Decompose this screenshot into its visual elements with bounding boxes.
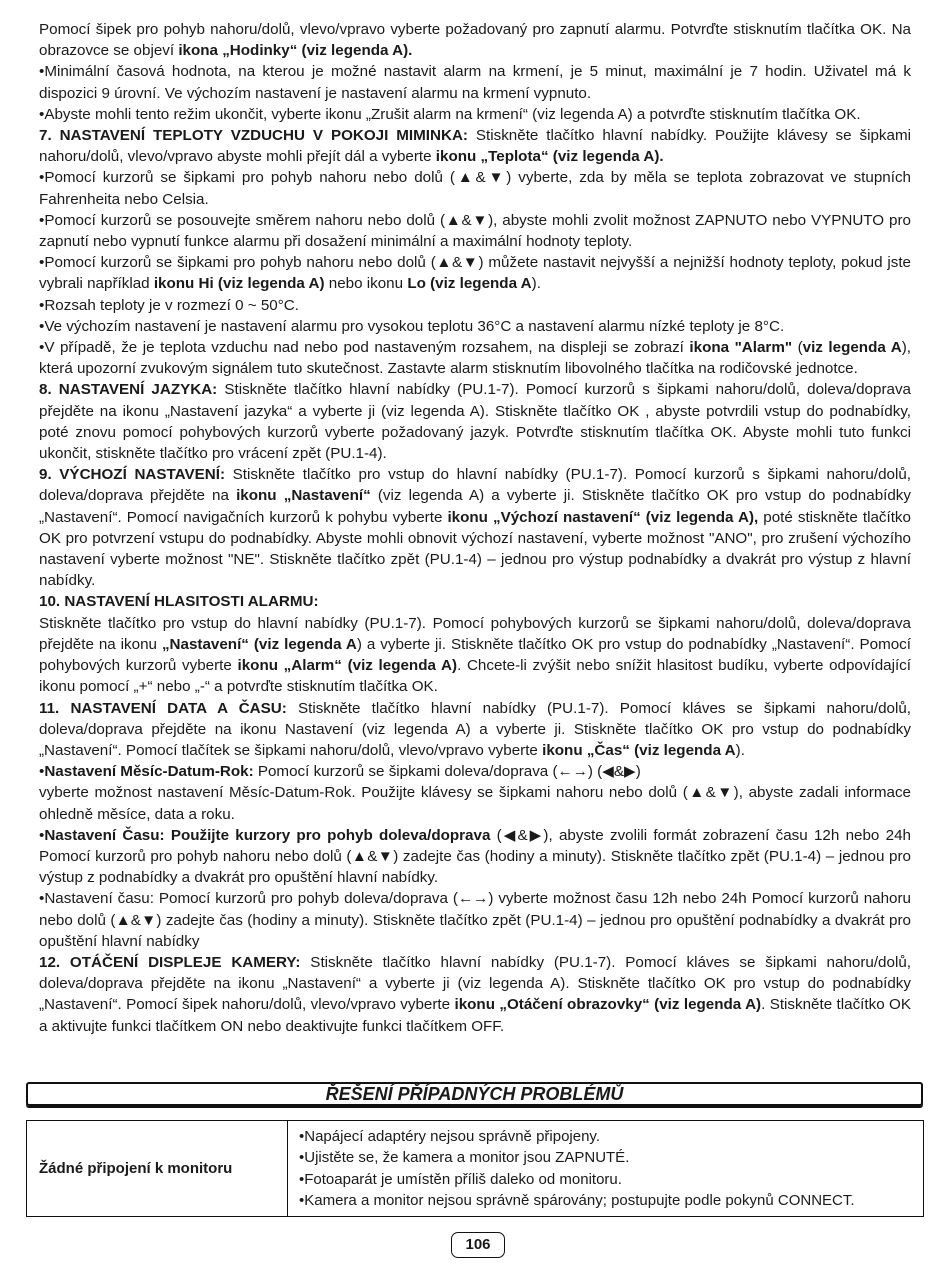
paragraph xyxy=(39,252,911,294)
bold-text: Lo (viz legenda A xyxy=(407,275,532,293)
bold-text: ikona "Alarm" xyxy=(689,339,793,357)
solution-item: •Fotoaparát je umístěn příliš daleko od monitoru. xyxy=(299,1170,622,1188)
text-run: Pomocí šipek pro pohyb nahoru/dolů, vlevo/vpravo vyberte požadovaný pro zapnutí alarmu. Potvrďte stisknutím tlačítka OK. Na obrazovce se objeví xyxy=(39,21,911,60)
text-run: •Abyste mohli tento režim ukončit, vyberte ikonu „Zrušit alarm na krmení“ (viz legenda A) a potvrďte stisknutím tlačítka OK. xyxy=(39,105,861,123)
text-run: •Pomocí kurzorů se šipkami pro pohyb nahoru nebo dolů (▲&▼) vyberte, zda by měla se teplota zobrazovat ve stupních Fahrenheita nebo Celsia. xyxy=(39,169,911,208)
text-run: •Minimální časová hodnota, na kterou je možné nastavit alarm na krmení, je 5 minut, maximální je 7 hodin. Uživatel má k dispozici 9 úrovní. Ve výchozím nastavení je nastavení alarmu na krmení vypnuto. xyxy=(39,63,911,102)
bold-text: 8. NASTAVENÍ JAZYKA: xyxy=(39,381,218,399)
text-run: • xyxy=(39,826,45,844)
text-run: •V případě, že je teplota vzduchu nad nebo pod nastaveným rozsahem, na displeji se zobrazí xyxy=(39,339,690,357)
paragraph xyxy=(39,825,911,889)
paragraph xyxy=(39,379,911,464)
text-run: vyberte možnost nastavení Měsíc-Datum-Rok. Použijte klávesy se šipkami nahoru nebo dolů (▲&▼), abyste zadali informace ohledně měsíce, data a roku. xyxy=(39,784,911,823)
text-run: Stiskněte tlačítko hlavní nabídky (PU.1-7). Pomocí kláves se šipkami nahoru/dolů, doleva/doprava přejděte na ikonu „Nastavení“ a vyberte ji (viz legenda A). Stiskněte tlačítko OK pro vstup do podnabídky „Nastavení“. Pomocí šipek nahoru/dolů, vlevo/vpravo vyberte xyxy=(39,953,911,1014)
text-run: •Pomocí kurzorů se šipkami pro pohyb nahoru nebo dolů (▲&▼) můžete nastavit nejvyšší a nejnižší hodnoty teploty, pokud jste vybrali například xyxy=(39,254,911,293)
paragraph xyxy=(39,782,911,824)
paragraph xyxy=(39,952,911,1037)
paragraph xyxy=(39,19,911,61)
bold-text: ikonu „Otáčení obrazovky“ (viz legenda A) xyxy=(454,996,762,1014)
paragraph xyxy=(39,125,911,167)
text-run: •Rozsah teploty je v rozmezí 0 ~ 50°C. xyxy=(39,296,299,314)
text-run: Stiskněte tlačítko pro vstup do hlavní nabídky (PU.1-7). Pomocí pohybových kurzorů se šipkami nahoru/dolů, doleva/doprava přejděte na ikonu xyxy=(39,614,911,653)
text-run: (viz legenda A) a vyberte ji. Stiskněte tlačítko OK pro vstup do podnabídky „Nastavení“. Pomocí navigačních kurzorů k pohybu vyberte xyxy=(39,487,911,526)
solution-item: •Ujistěte se, že kamera a monitor jsou ZAPNUTÉ. xyxy=(299,1149,630,1166)
paragraph xyxy=(39,888,911,952)
text-run: Stiskněte tlačítko hlavní nabídky (PU.1-7). Pomocí kláves se šipkami nahoru/dolů, doleva/doprava přejděte na ikonu Nastavení (viz legenda A) a vyberte ji. Stiskněte tlačítko OK pro vstup do podnabídky „Nastavení“. Pomocí tlačítek se šipkami nahoru/dolů, vlevo/vpravo vyberte xyxy=(39,699,911,759)
manual-text xyxy=(39,19,911,1037)
bold-text: ikona „Hodinky“ (viz legenda A). xyxy=(178,42,413,60)
paragraph xyxy=(39,61,911,103)
solution-item: •Kamera a monitor nejsou správně spárovány; postupujte podle pokynů CONNECT. xyxy=(299,1192,855,1209)
bold-text: ikonu Hi (viz legenda A) xyxy=(153,275,325,293)
paragraph xyxy=(39,613,911,698)
bold-text: viz legenda A xyxy=(802,339,902,357)
bold-text: 12. OTÁČENÍ DISPLEJE KAMERY: xyxy=(39,953,301,971)
paragraph xyxy=(39,210,911,252)
bold-text: 10. NASTAVENÍ HLASITOSTI ALARMU: xyxy=(39,593,319,611)
bold-text: Nastavení Měsíc-Datum-Rok: xyxy=(44,763,254,781)
paragraph xyxy=(39,591,911,612)
solution-item: •Napájecí adaptéry nejsou správně připojeny. xyxy=(299,1127,600,1145)
bold-text: 11. NASTAVENÍ DATA A ČASU: xyxy=(39,699,287,717)
paragraph xyxy=(39,337,911,379)
text-run: poté stiskněte tlačítko OK pro potvrzení vstupu do podnabídky. Abyste mohli obnovit výchozí nastavení, vyberte možnost "ANO", pro zrušení výchozího nastavení vyberte možnost "NE". Stiskněte tlačítko zpět (PU.1-4) – jednou pro výstup podnabídky a dvakrát pro výstup z hlavní nabídky. xyxy=(39,508,911,590)
bold-text: 7. NASTAVENÍ TEPLOTY VZDUCHU V POKOJI MIMINKA: xyxy=(39,127,468,145)
solution-cell xyxy=(288,1121,924,1217)
bold-text: ikonu „Nastavení“ xyxy=(236,487,371,505)
paragraph xyxy=(39,316,911,337)
text-run: •Ve výchozím nastavení je nastavení alarmu pro vysokou teplotu 36°C a nastavení alarmu nízké teploty je 8°C. xyxy=(39,317,785,335)
text-run: Pomocí kurzorů se šipkami doleva/doprava (←→) (◀&▶) xyxy=(253,763,641,781)
text-run: • xyxy=(39,763,45,781)
bold-text: ikonu „Teplota“ (viz legenda A). xyxy=(435,148,664,166)
paragraph xyxy=(39,295,911,316)
bold-text: 9. VÝCHOZÍ NASTAVENÍ: xyxy=(39,466,226,484)
paragraph xyxy=(39,698,911,762)
text-run: Stiskněte tlačítko hlavní nabídky. Použijte klávesy se šipkami nahoru/dolů, vlevo/vpravo abyste mohli přejít dál a vyberte xyxy=(39,127,911,166)
table-row xyxy=(27,1121,924,1217)
text-run: Stiskněte tlačítko hlavní nabídky (PU.1-7). Pomocí kurzorů s šipkami nahoru/dolů, doleva/doprava přejděte na ikonu „Nastavení jazyka“ a vyberte ji (viz legenda A). Stiskněte tlačítko OK , abyste potvrdili vstup do podnabídky, poté znovu pomocí pohybových kurzorů vyberte požadovaný jazyk. Potvrďte stisknutím tlačítka OK. Abyste mohli tuto funkci ukončit, stiskněte tlačítko pro vrácení zpět (PU.1-4). xyxy=(39,381,911,463)
paragraph xyxy=(39,104,911,125)
text-run: ) a vyberte ji. Stiskněte tlačítko OK pro vstup do podnabídky „Nastavení“. Pomocí pohybových kurzorů vyberte xyxy=(39,635,911,675)
text-run: . Stiskněte tlačítko OK a aktivujte funkci tlačítkem ON nebo deaktivujte funkci tlačítkem OFF. xyxy=(39,996,911,1035)
troubleshooting-heading: ŘEŠENÍ PŘÍPADNÝCH PROBLÉMŮ xyxy=(26,1082,923,1106)
text-run: (◀&▶), abyste zvolili formát zobrazení času 12h nebo 24h Pomocí kurzorů pro pohyb nahoru nebo dolů (▲&▼) zadejte čas (hodiny a minuty). Stiskněte tlačítko zpět (PU.1-4) – jednou pro výstup z podnabídky a dvakrát pro opuštění hlavní nabídky. xyxy=(39,826,911,887)
problem-cell: Žádné připojení k monitoru xyxy=(27,1121,288,1217)
text-run: ). xyxy=(531,275,541,293)
bold-text: Nastavení Času: Použijte kurzory pro pohyb doleva/doprava xyxy=(44,826,491,844)
bold-text: „Nastavení“ (viz legenda A xyxy=(161,635,357,653)
text-run: nebo ikonu xyxy=(324,275,408,293)
paragraph xyxy=(39,167,911,209)
text-run: •Pomocí kurzorů se posouvejte směrem nahoru nebo dolů (▲&▼), abyste mohli zvolit možnost ZAPNUTO nebo VYPNUTO pro zapnutí nebo vypnutí funkce alarmu při dosažení minimální a maximální hodnoty teploty. xyxy=(39,211,911,251)
text-run: •Nastavení času: Pomocí kurzorů pro pohyb doleva/doprava (←→) vyberte možnost času 12h nebo 24h Pomocí kurzorů nahoru nebo dolů (▲&▼) zadejte čas (hodiny a minuty). Stiskněte tlačítko zpět (PU.1-4) – jednou pro opuštění podnabídky a dvakrát pro opuštění hlavní nabídky xyxy=(39,890,911,950)
bold-text: ikonu „Alarm“ (viz legenda A) xyxy=(237,657,458,675)
text-run: ), která upozorní zvukovým signálem tuto skutečnost. Zastavte alarm stisknutím libovolného tlačítka na rodičovské jednotce. xyxy=(39,339,911,378)
text-run: . Chcete-li zvýšit nebo snížit hlasitost budíku, vyberte odpovídající ikonu pomocí „+“ nebo „-“ a potvrďte stisknutím tlačítka OK. xyxy=(39,657,911,696)
text-run: Stiskněte tlačítko pro vstup do hlavní nabídky (PU.1-7). Pomocí kurzorů s šipkami nahoru/dolů, doleva/doprava přejděte na xyxy=(39,466,911,505)
text-run: ( xyxy=(792,339,803,357)
bold-text: ikonu „Výchozí nastavení“ (viz legenda A), xyxy=(447,508,759,526)
paragraph xyxy=(39,464,911,591)
text-run: ). xyxy=(735,741,745,759)
paragraph xyxy=(39,761,911,782)
troubleshooting-table xyxy=(26,1120,924,1217)
page-number: 106 xyxy=(451,1232,505,1258)
bold-text: ikonu „Čas“ (viz legenda A xyxy=(542,741,736,759)
